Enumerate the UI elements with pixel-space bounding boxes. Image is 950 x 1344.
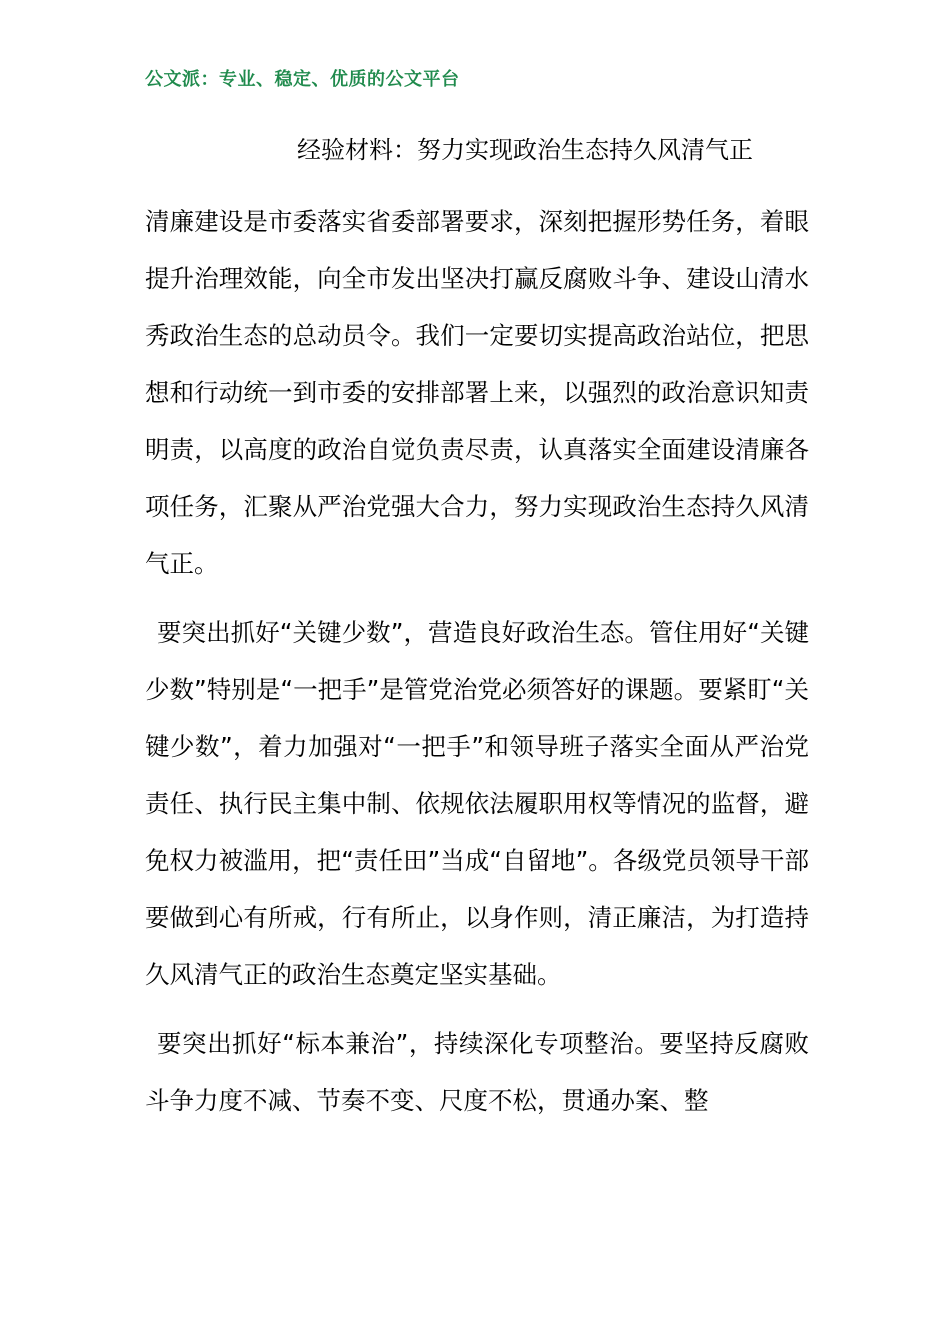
header-brand-text: 公文派：专业、稳定、优质的公文平台: [145, 69, 460, 90]
paragraph-root-and-branch: 要突出抓好“标本兼治”，持续深化专项整治。要坚持反腐败斗争力度不减、节奏不变、尺度不松，贯通办案、整: [145, 1029, 809, 1115]
document-title: 经验材料：努力实现政治生态持久风清气正: [297, 136, 753, 164]
document-body: [145, 193, 809, 1141]
paragraph-key-minority: 要突出抓好“关键少数”，营造良好政治生态。管住用好“关键少数”特别是“一把手”是管党治党必须答好的课题。要紧盯“关键少数”，着力加强对“一把手”和领导班子落实全面从严治党责任、执行民主集中制、依规依法履职用权等情况的监督，避免权力被滥用，把“责任田”当成“自留地”。各级党员领导干部要做到心有所戒，行有所止，以身作则，清正廉洁，为打造持久风清气正的政治生态奠定坚实基础。: [145, 618, 809, 989]
paragraph-intro: 清廉建设是市委落实省委部署要求，深刻把握形势任务，着眼提升治理效能，向全市发出坚决打赢反腐败斗争、建设山清水秀政治生态的总动员令。我们一定要切实提高政治站位，把思想和行动统一到市委的安排部署上来，以强烈的政治意识知责明责，以高度的政治自觉负责尽责，认真落实全面建设清廉各项任务，汇聚从严治党强大合力，努力实现政治生态持久风清气正。: [145, 207, 809, 578]
